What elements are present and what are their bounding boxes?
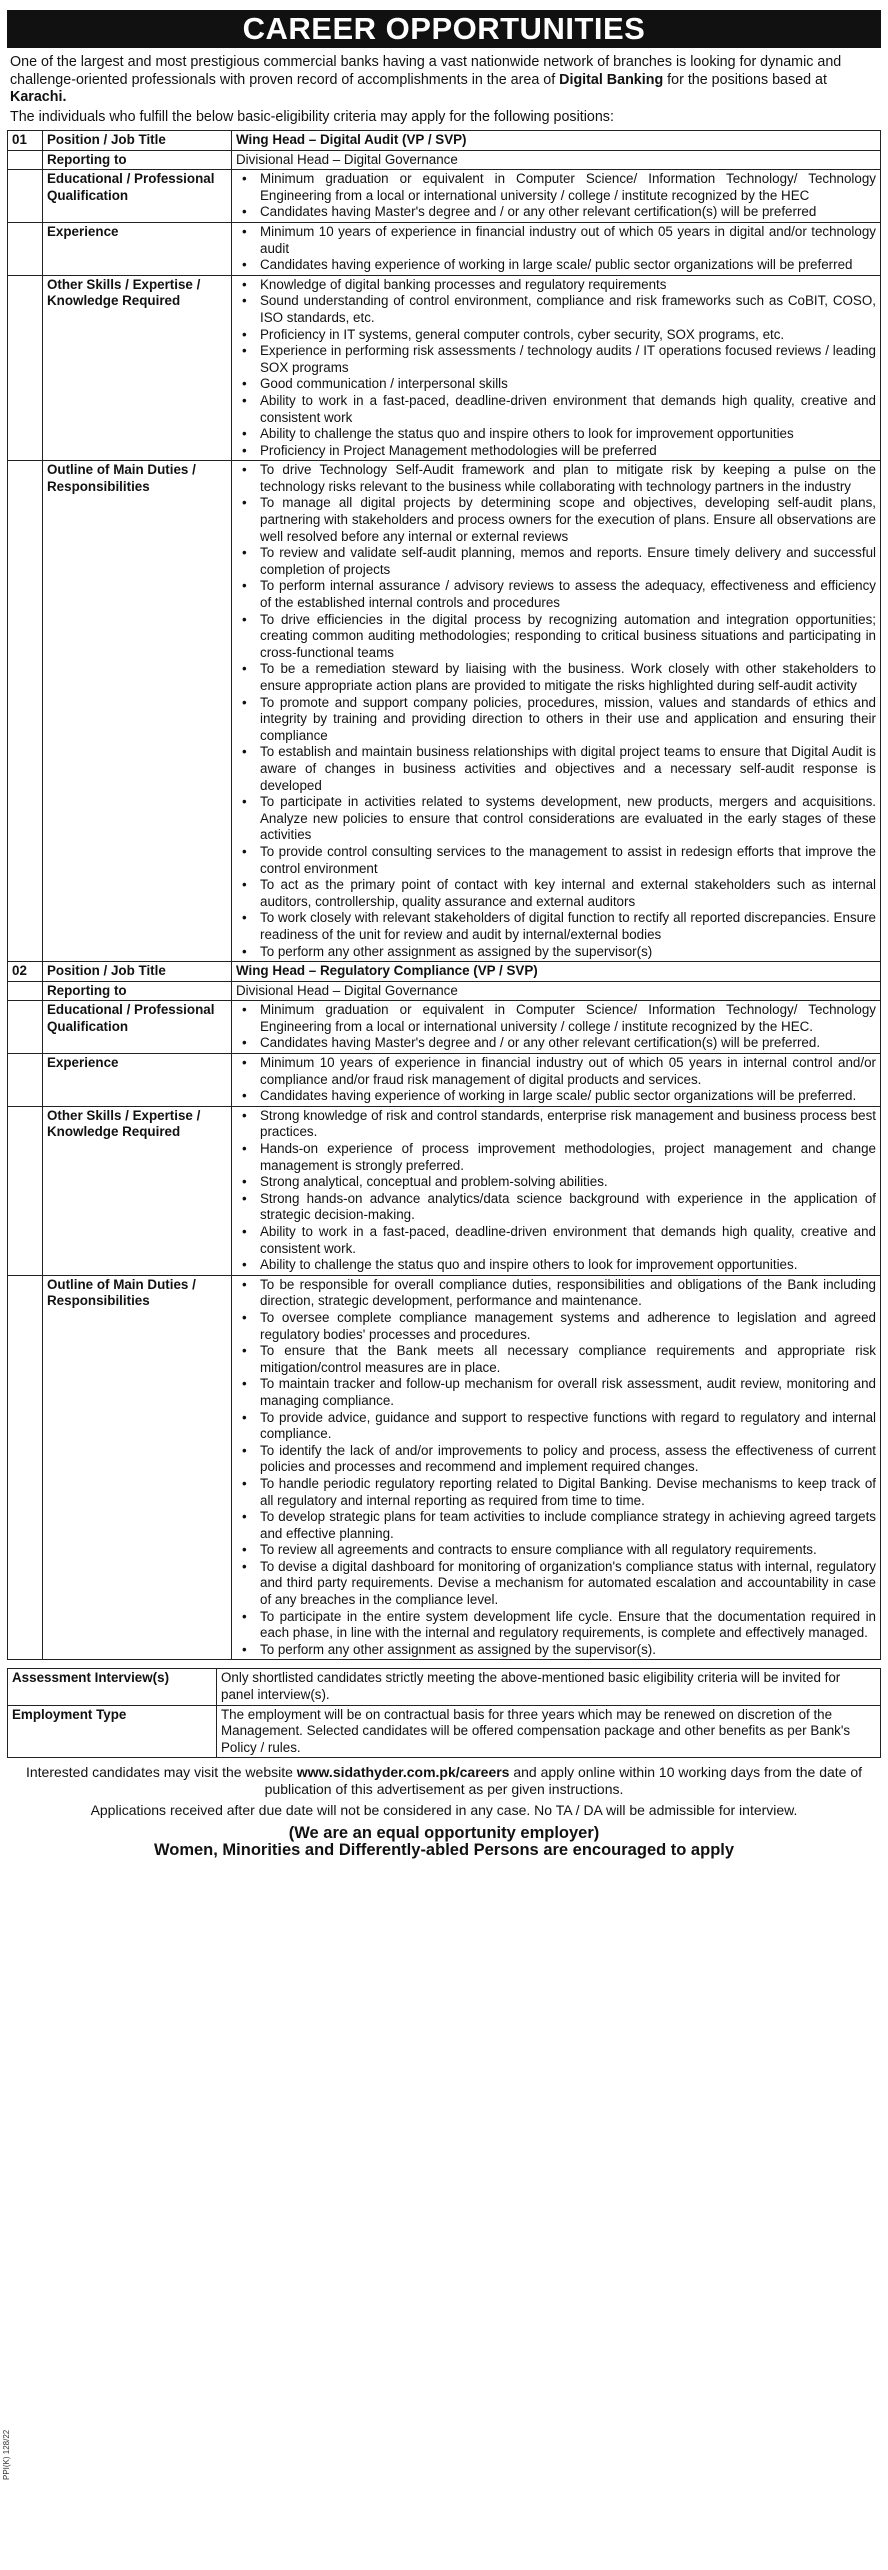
education-label: Educational / Professional Qualification bbox=[43, 170, 232, 223]
equal-opportunity: (We are an equal opportunity employer) bbox=[288, 1824, 600, 1843]
list-item: • To oversee complete compliance management systems and adherence to legislation and agreed regulatory bodies' processes and procedures. bbox=[236, 1310, 876, 1343]
intro bbox=[10, 54, 878, 126]
list-item: • To act as the primary point of contact with key internal and external stakeholders such as internal auditors, controllership, quality assurance and external auditors bbox=[236, 877, 876, 910]
list-item: • Good communication / interpersonal skills bbox=[236, 376, 876, 393]
list-item: • To provide advice, guidance and support to respective functions with regard to regulatory and internal compliance. bbox=[236, 1410, 876, 1443]
position-reporting-row bbox=[8, 981, 881, 1001]
duties-list bbox=[236, 462, 876, 960]
terms-table bbox=[7, 1668, 881, 1758]
position-experience-row bbox=[8, 1054, 881, 1107]
skills-label: Other Skills / Expertise / Knowledge Required bbox=[43, 275, 232, 461]
experience-label: Experience bbox=[43, 1054, 232, 1107]
position-label: Position / Job Title bbox=[43, 131, 232, 151]
list-item: • To drive efficiencies in the digital process by recognizing automation and integration opportunities; creating common auditing methodologies; responding to critical business situations and participating in cross-functional teams bbox=[236, 612, 876, 662]
list-item: • Strong analytical, conceptual and problem-solving abilities. bbox=[236, 1174, 876, 1191]
skills-list bbox=[236, 1108, 876, 1274]
education-list bbox=[236, 171, 876, 221]
list-item: • Candidates having Master's degree and / or any other relevant certification(s) will be preferred. bbox=[236, 1035, 876, 1052]
education-label: Educational / Professional Qualification bbox=[43, 1001, 232, 1054]
list-item: • Candidates having experience of working in large scale/ public sector organizations will be preferred. bbox=[236, 1088, 876, 1105]
reporting-label: Reporting to bbox=[43, 981, 232, 1001]
list-item: • To handle periodic regulatory reporting related to Digital Banking. Devise mechanisms to keep track of all regulatory and internal reporting as required from time to time. bbox=[236, 1476, 876, 1509]
list-item: • To perform internal assurance / advisory reviews to assess the adequacy, effectiveness and efficiency of the established internal controls and procedures bbox=[236, 578, 876, 611]
experience-label: Experience bbox=[43, 222, 232, 275]
blank-cell bbox=[8, 150, 43, 170]
assessment-row bbox=[8, 1669, 881, 1705]
encouragement: Women, Minorities and Differently-abled Persons are encouraged to apply bbox=[153, 1841, 735, 1860]
skills-value bbox=[232, 1106, 881, 1275]
list-item: • To identify the lack of and/or improvements to policy and process, assess the effectiveness of current policies and processes and recommend and implement required changes. bbox=[236, 1443, 876, 1476]
reference-code: PPI(K) 128/22 bbox=[2, 2429, 11, 2480]
list-item: • To be a remediation steward by liaising with the business. Work closely with other stakeholders to ensure appropriate action plans are provided to mitigate the risks highlighted during self-audit activity bbox=[236, 661, 876, 694]
list-item: • To establish and maintain business relationships with digital project teams to ensure that Digital Audit is aware of changes in business activities and objectives and a necessary self-audit response is developed bbox=[236, 744, 876, 794]
assessment-label: Assessment Interview(s) bbox=[8, 1669, 217, 1705]
list-item: • Minimum 10 years of experience in financial industry out of which 05 years in internal control and/or compliance and/or fraud risk management of digital products and services. bbox=[236, 1055, 876, 1088]
list-item: • To promote and support company policies, procedures, mission, values and standards of ethics and integrity by training and providing direction to others in their use and application and ensuring their compliance bbox=[236, 695, 876, 745]
position-duties-row bbox=[8, 1275, 881, 1660]
list-item: • To perform any other assignment as assigned by the supervisor(s) bbox=[236, 944, 876, 961]
duties-label: Outline of Main Duties / Responsibilities bbox=[43, 1275, 232, 1660]
list-item: • Candidates having experience of working in large scale/ public sector organizations will be preferred bbox=[236, 257, 876, 274]
positions-table bbox=[7, 130, 881, 1660]
list-item: • To maintain tracker and follow-up mechanism for overall risk assessment, audit review, monitoring and managing compliance. bbox=[236, 1376, 876, 1409]
list-item: • To be responsible for overall compliance duties, responsibilities and obligations of the Bank including direction, strategic development, performance and maintenance. bbox=[236, 1277, 876, 1310]
closing-section bbox=[10, 1764, 878, 1859]
position-education-row bbox=[8, 170, 881, 223]
position-title: Wing Head – Digital Audit (VP / SVP) bbox=[232, 131, 881, 151]
list-item: • To provide control consulting services to the management to assist in redesign efforts that improve the control environment bbox=[236, 844, 876, 877]
list-item: • Strong knowledge of risk and control standards, enterprise risk management and business process best practices. bbox=[236, 1108, 876, 1141]
list-item: • Ability to work in a fast-paced, deadline-driven environment that demands high quality, creative and consistent work bbox=[236, 393, 876, 426]
list-item: • Proficiency in Project Management methodologies will be preferred bbox=[236, 443, 876, 460]
list-item: • To work closely with relevant stakeholders of digital function to rectify all reported discrepancies. Ensure readiness of the unit for review and audit by internal/external bodies bbox=[236, 910, 876, 943]
blank-cell bbox=[8, 222, 43, 275]
list-item: • Strong hands-on advance analytics/data science background with experience in the application of strategic decision-making. bbox=[236, 1191, 876, 1224]
blank-cell bbox=[8, 170, 43, 223]
skills-list bbox=[236, 277, 876, 460]
education-list bbox=[236, 1002, 876, 1052]
employment-text: The employment will be on contractual basis for three years which may be renewed on discretion of the Management. Selected candidates will be offered compensation package and other benefits as per Bank's Policy / rules. bbox=[217, 1705, 881, 1758]
blank-cell bbox=[8, 1054, 43, 1107]
list-item: • Knowledge of digital banking processes and regulatory requirements bbox=[236, 277, 876, 294]
blank-cell bbox=[8, 1001, 43, 1054]
reporting-value: Divisional Head – Digital Governance bbox=[232, 150, 881, 170]
position-number: 02 bbox=[8, 962, 43, 982]
position-experience-row bbox=[8, 222, 881, 275]
list-item: • Minimum graduation or equivalent in Computer Science/ Information Technology/ Technology Engineering from a local or international university / college / institute recognized by the HEC. bbox=[236, 1002, 876, 1035]
employment-label: Employment Type bbox=[8, 1705, 217, 1758]
position-duties-row bbox=[8, 461, 881, 962]
list-item: • Candidates having Master's degree and / or any other relevant certification(s) will be preferred bbox=[236, 204, 876, 221]
list-item: • Sound understanding of control environment, compliance and risk frameworks such as CoBIT, COSO, ISO standards, etc. bbox=[236, 293, 876, 326]
experience-list bbox=[236, 1055, 876, 1105]
blank-cell bbox=[8, 275, 43, 461]
experience-value bbox=[232, 222, 881, 275]
list-item: • To perform any other assignment as assigned by the supervisor(s). bbox=[236, 1642, 876, 1659]
duties-list bbox=[236, 1277, 876, 1659]
list-item: • To devise a digital dashboard for monitoring of organization's compliance status with internal, regulatory and third party requirements. Devise a mechanism for automated escalation and accountability in case of any breaches in the compliance level. bbox=[236, 1559, 876, 1609]
list-item: • To participate in the entire system development life cycle. Ensure that the documentation required in each phase, in line with the internal and regulatory requirements, is complete and effectively managed. bbox=[236, 1609, 876, 1642]
deadline-note: Applications received after due date will not be considered in any case. No TA / DA will be admissible for interview. bbox=[90, 1802, 798, 1819]
reporting-label: Reporting to bbox=[43, 150, 232, 170]
blank-cell bbox=[8, 1275, 43, 1660]
list-item: • Ability to work in a fast-paced, deadline-driven environment that demands high quality, creative and consistent work. bbox=[236, 1224, 876, 1257]
position-number: 01 bbox=[8, 131, 43, 151]
eligibility-note: The individuals who fulfill the below basic-eligibility criteria may apply for the following positions: bbox=[10, 108, 614, 125]
duties-value bbox=[232, 1275, 881, 1660]
list-item: • Minimum graduation or equivalent in Computer Science/ Information Technology/ Technology Engineering from a local or international university / college / institute recognized by the HEC bbox=[236, 171, 876, 204]
position-skills-row bbox=[8, 1106, 881, 1275]
position-education-row bbox=[8, 1001, 881, 1054]
blank-cell bbox=[8, 461, 43, 962]
position-header-row bbox=[8, 962, 881, 982]
list-item: • Experience in performing risk assessments / technology audits / IT operations focused reviews / leading SOX programs bbox=[236, 343, 876, 376]
page-title: CAREER OPPORTUNITIES bbox=[7, 10, 881, 48]
experience-value bbox=[232, 1054, 881, 1107]
position-title: Wing Head – Regulatory Compliance (VP / SVP) bbox=[232, 962, 881, 982]
list-item: • Proficiency in IT systems, general computer controls, cyber security, SOX programs, etc. bbox=[236, 327, 876, 344]
assessment-text: Only shortlisted candidates strictly meeting the above-mentioned basic eligibility criteria will be invited for panel interview(s). bbox=[217, 1669, 881, 1705]
list-item: • To participate in activities related to systems development, new products, mergers and acquisitions. Analyze new policies to ensure that control considerations are evaluated in the early stages of these activities bbox=[236, 794, 876, 844]
list-item: • To manage all digital projects by determining scope and objectives, developing self-audit plans, partnering with stakeholders and process owners for the execution of plans. Ensure all observations are well resolved before any internal or external reviews bbox=[236, 495, 876, 545]
skills-label: Other Skills / Expertise / Knowledge Required bbox=[43, 1106, 232, 1275]
list-item: • To drive Technology Self-Audit framework and plan to mitigate risk by keeping a pulse on the technology risks relevant to the business while collaborating with technology partners in the industry bbox=[236, 462, 876, 495]
blank-cell bbox=[8, 1106, 43, 1275]
list-item: • To ensure that the Bank meets all necessary compliance requirements and appropriate risk mitigation/control measures are in place. bbox=[236, 1343, 876, 1376]
position-reporting-row bbox=[8, 150, 881, 170]
reporting-value: Divisional Head – Digital Governance bbox=[232, 981, 881, 1001]
position-skills-row bbox=[8, 275, 881, 461]
intro-paragraph: One of the largest and most prestigious commercial banks having a vast nationwide network of branches is looking for dynamic and challenge-oriented professionals with proven record of accomplishments in the area of Digital Banking for the positions based at Karachi. bbox=[10, 54, 842, 105]
list-item: • Minimum 10 years of experience in financial industry out of which 05 years in digital and/or technology audit bbox=[236, 224, 876, 257]
employment-row bbox=[8, 1705, 881, 1758]
education-value bbox=[232, 1001, 881, 1054]
list-item: • Ability to challenge the status quo and inspire others to look for improvement opportunities bbox=[236, 426, 876, 443]
list-item: • Hands-on experience of process improvement methodologies, project management and change management is strongly preferred. bbox=[236, 1141, 876, 1174]
list-item: • To review all agreements and contracts to ensure compliance with all regulatory requirements. bbox=[236, 1542, 876, 1559]
apply-instructions: Interested candidates may visit the website www.sidathyder.com.pk/careers and apply online within 10 working days from the date of publication of this advertisement as per given instructions. bbox=[25, 1764, 863, 1798]
list-item: • To develop strategic plans for team activities to include compliance strategy in achieving agreed targets and effective planning. bbox=[236, 1509, 876, 1542]
skills-value bbox=[232, 275, 881, 461]
duties-value bbox=[232, 461, 881, 962]
careers-link[interactable]: www.sidathyder.com.pk/careers bbox=[296, 1764, 510, 1781]
education-value bbox=[232, 170, 881, 223]
position-header-row bbox=[8, 131, 881, 151]
list-item: • To review and validate self-audit planning, memos and reports. Ensure timely delivery and successful completion of projects bbox=[236, 545, 876, 578]
position-label: Position / Job Title bbox=[43, 962, 232, 982]
list-item: • Ability to challenge the status quo and inspire others to look for improvement opportunities. bbox=[236, 1257, 876, 1274]
blank-cell bbox=[8, 981, 43, 1001]
experience-list bbox=[236, 224, 876, 274]
duties-label: Outline of Main Duties / Responsibilities bbox=[43, 461, 232, 962]
